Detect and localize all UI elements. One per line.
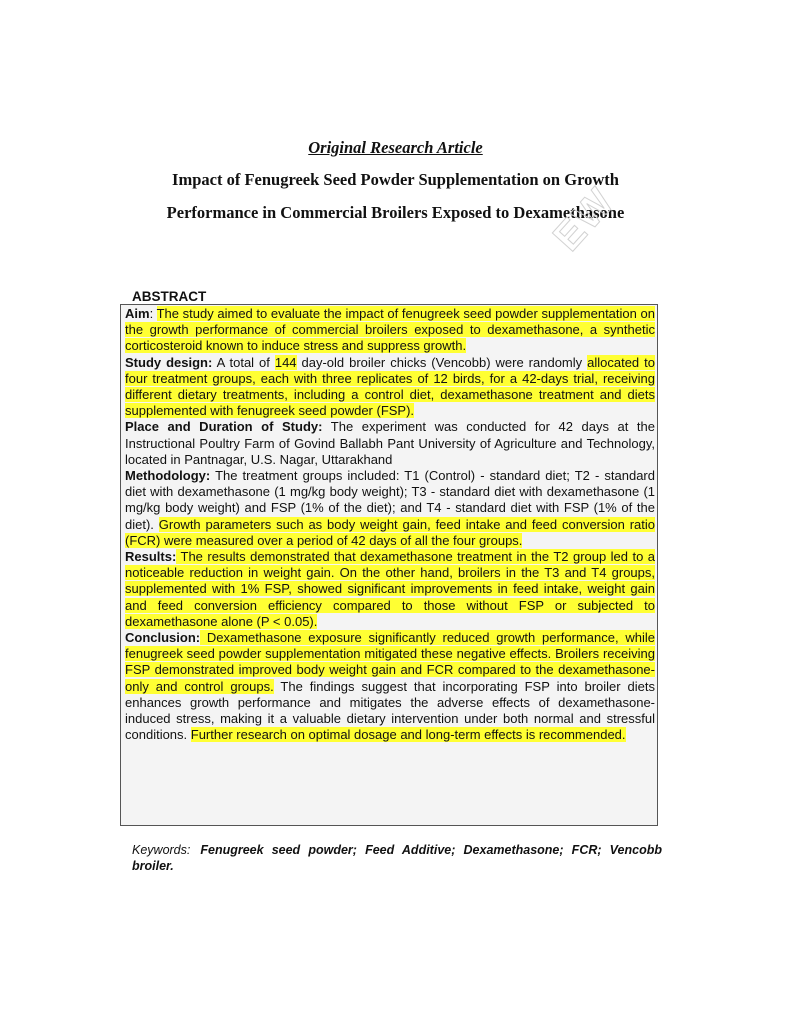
place-text: The experiment was conducted for 42 days at the Instructional Poultry Farm of Govind Ballabh Pant University of Agriculture and Technology, located in Pantnagar, U.S. Nagar, Uttarakhand <box>125 419 655 467</box>
methodology-text-a: The treatment groups included: T1 (Control) - standard diet; T2 - standard diet with dexamethasone (1 mg/kg body weight); T3 - standard diet with dexamethasone (1 mg/kg body weight) and FSP (1% of the diet); and T4 - standard diet with FSP (1% of the diet). <box>125 468 655 532</box>
conclusion-text-b: The findings suggest that incorporating FSP into broiler diets enhances growth performance and mitigates the adverse effects of dexamethasone-induced stress, making it a valuable dietary intervention under both normal and stressful conditions. <box>125 678 655 743</box>
keywords-list: Fenugreek seed powder; Feed Additive; Dexamethasone; FCR; Vencobb broiler. <box>132 843 662 873</box>
study-design-count: 144 <box>274 354 297 370</box>
study-design-text-b: day-old broiler chicks (Vencobb) were randomly <box>296 354 588 370</box>
abstract-text <box>125 306 655 743</box>
aim-colon: : <box>149 306 157 321</box>
aim-text: The study aimed to evaluate the impact of fenugreek seed powder supplementation on the growth performance of commercial broilers exposed to dexamethasone, a synthetic corticosteroid known to induce stress and suppress growth. <box>125 306 655 354</box>
keywords-label: Keywords: <box>132 843 191 857</box>
aim-label: Aim <box>125 306 150 321</box>
abstract-conclusion <box>125 630 655 743</box>
abstract-methodology <box>125 468 655 549</box>
study-design-text-a: A total of <box>212 354 275 370</box>
methodology-text-b: Growth parameters such as body weight gain, feed intake and feed conversion ratio (FCR) were measured over a period of 42 days of all the four groups. <box>125 516 656 548</box>
results-label: Results: <box>125 549 177 565</box>
abstract-results <box>125 549 655 630</box>
abstract-aim <box>125 306 655 355</box>
results-text: The results demonstrated that dexamethasone treatment in the T2 group led to a noticeable reduction in weight gain. On the other hand, broilers in the T3 and T4 groups, supplemented with 1% FSP, showed significant improvements in feed intake, weight gain and feed conversion efficiency compared to those without FSP or subjected to dexamethasone alone (P < 0.05). <box>125 549 655 629</box>
abstract-heading: ABSTRACT <box>132 289 207 304</box>
abstract-study-design <box>125 355 655 420</box>
study-design-text-c: allocated to four treatment groups, each with three replicates of 12 birds, for a 42-days trial, receiving different dietary treatments, including a control diet, dexamethasone treatment and diets supplemented with fenugreek seed powder (FSP). <box>125 354 655 419</box>
paper-title-line-1: Impact of Fenugreek Seed Powder Supplementation on Growth <box>172 170 619 189</box>
conclusion-label: Conclusion: <box>125 630 201 646</box>
conclusion-text-a: Dexamethasone exposure significantly reduced growth performance, while fenugreek seed powder supplementation mitigated these negative effects. Broilers receiving FSP demonstrated improved body weight gain and FCR compared to the dexamethasone-only and control groups. <box>125 630 655 694</box>
abstract-place <box>125 419 655 468</box>
place-label: Place and Duration of Study: <box>125 419 323 435</box>
study-design-label: Study design: <box>125 354 213 370</box>
paper-title-line-2: Performance in Commercial Broilers Exposed to Dexamethasone <box>166 203 625 222</box>
methodology-label: Methodology: <box>125 468 211 484</box>
article-type-label: Original Research Article <box>308 138 483 157</box>
keywords <box>132 843 662 874</box>
conclusion-text-c: Further research on optimal dosage and long-term effects is recommended. <box>190 727 626 743</box>
review-watermark: EW <box>545 179 624 260</box>
